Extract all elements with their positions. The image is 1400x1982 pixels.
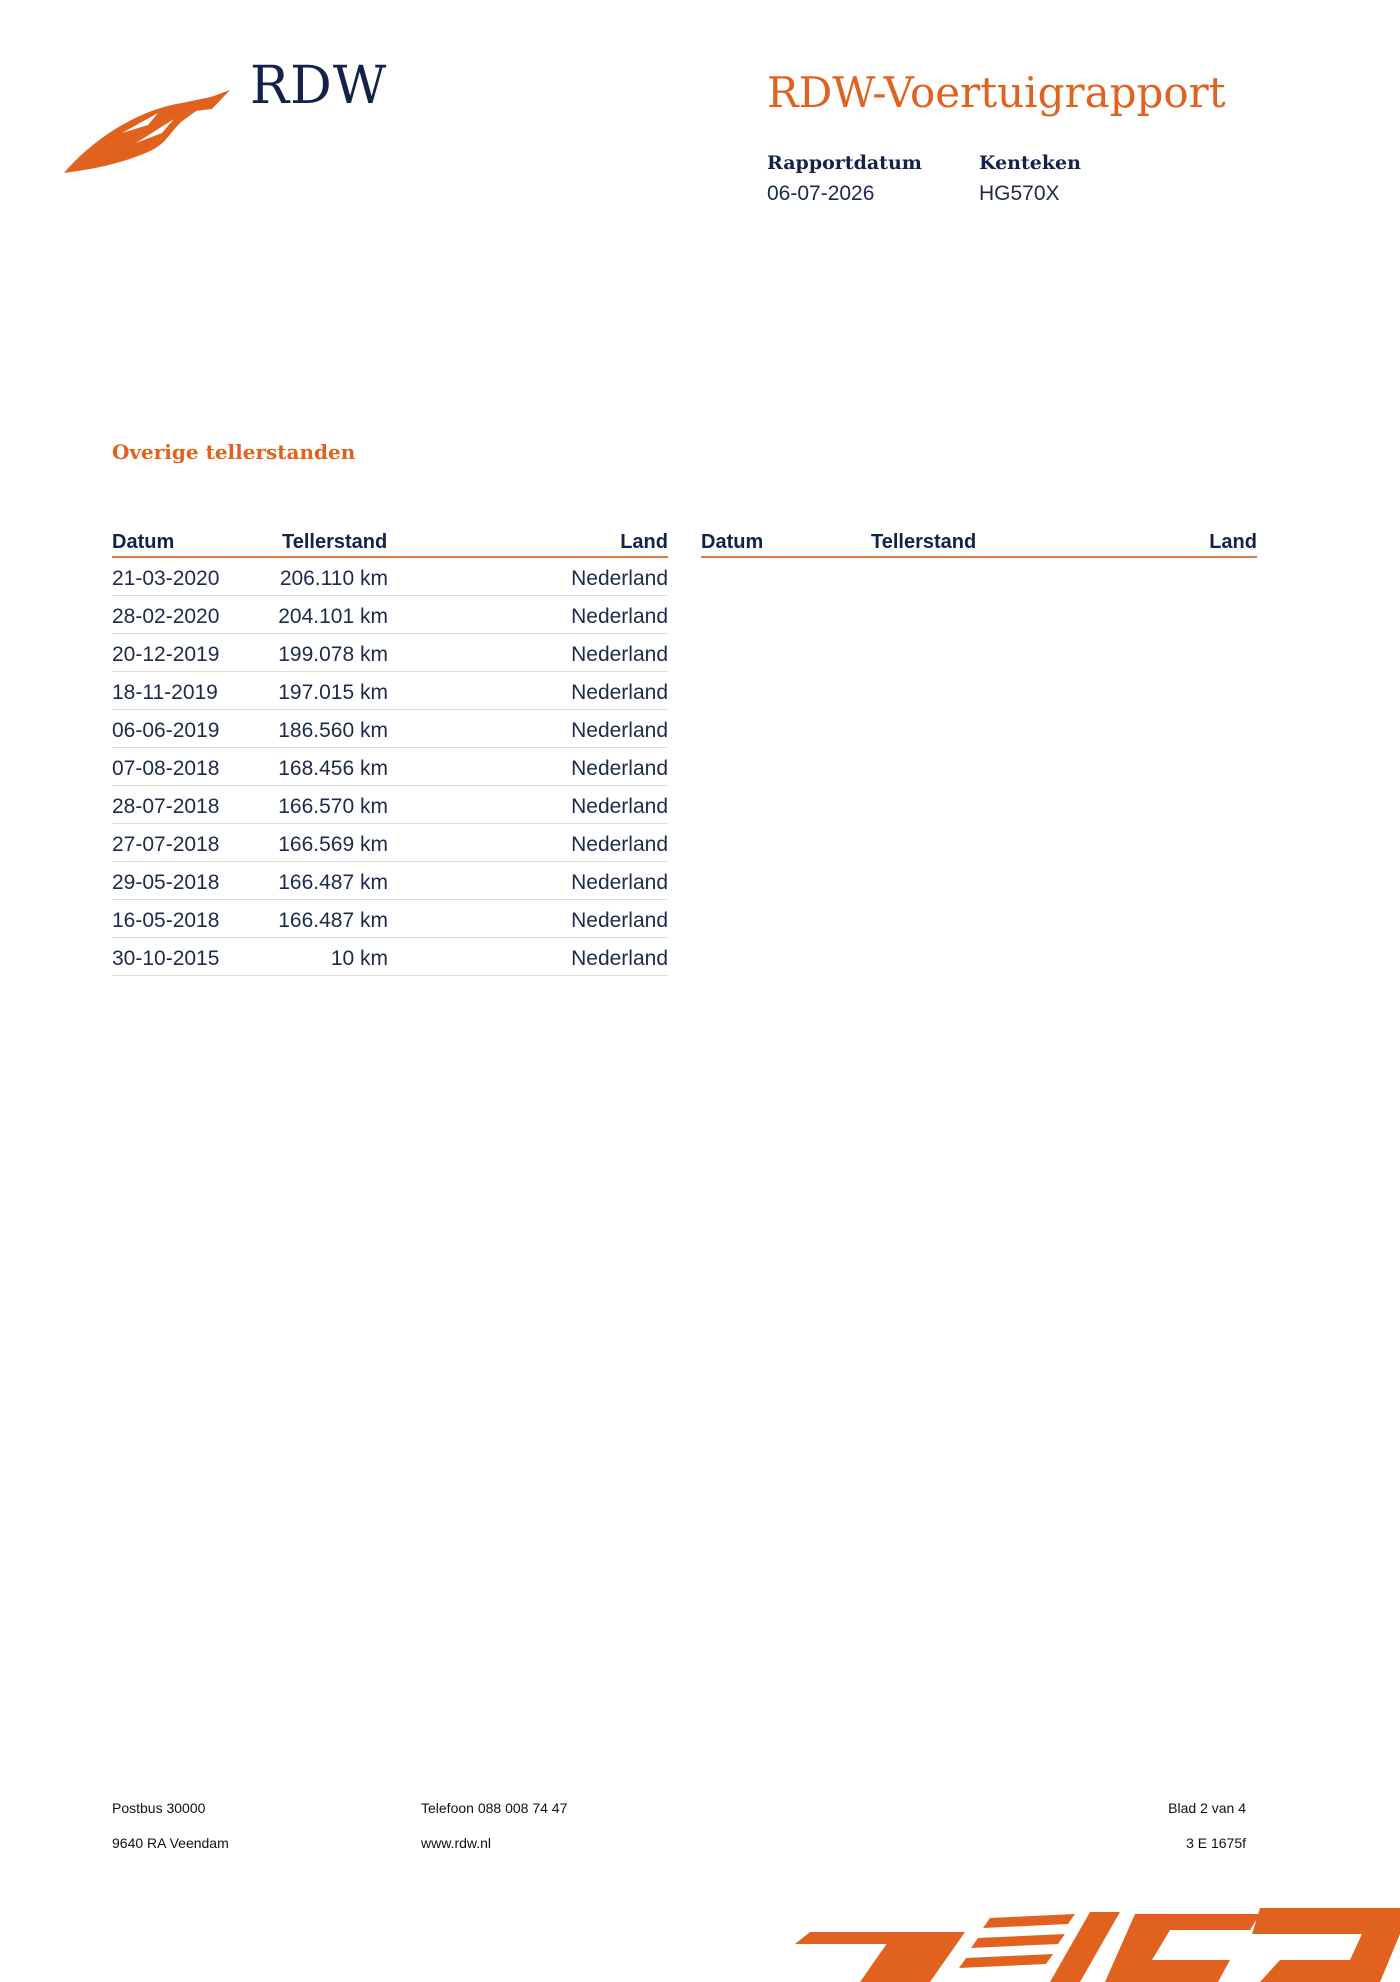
cell-date: 28-07-2018 <box>112 795 220 818</box>
cell-date: 18-11-2019 <box>112 681 218 704</box>
cell-odometer: 168.456 km <box>278 757 388 780</box>
page-title: RDW-Voertuigrapport <box>767 68 1226 117</box>
table-row <box>112 634 668 672</box>
cell-country: Nederland <box>571 833 668 856</box>
footer-address-line2: 9640 RA Veendam <box>112 1835 229 1851</box>
cell-country: Nederland <box>571 719 668 742</box>
table-row <box>112 862 668 900</box>
column-header-odometer: Tellerstand <box>282 531 388 553</box>
column-header-date: Datum <box>112 531 175 553</box>
cell-odometer: 186.560 km <box>278 719 388 742</box>
odometer-table-secondary <box>701 523 1257 558</box>
section-title: Overige tellerstanden <box>112 440 356 464</box>
cell-odometer: 206.110 km <box>279 567 388 590</box>
cell-country: Nederland <box>571 795 668 818</box>
footer-phone: Telefoon 088 008 74 47 <box>421 1800 568 1816</box>
odometer-table <box>112 523 668 976</box>
table-row <box>112 938 668 976</box>
cell-date: 27-07-2018 <box>112 833 220 856</box>
cell-date: 07-08-2018 <box>112 757 220 780</box>
cell-date: 28-02-2020 <box>112 605 220 628</box>
cell-country: Nederland <box>571 757 668 780</box>
rdw-logo-icon <box>62 85 232 175</box>
cell-country: Nederland <box>571 643 668 666</box>
table-row <box>112 596 668 634</box>
cell-country: Nederland <box>571 871 668 894</box>
column-header-date: Datum <box>701 531 764 553</box>
cell-odometer: 10 km <box>330 947 388 970</box>
cell-date: 21-03-2020 <box>112 567 220 590</box>
cell-odometer: 166.570 km <box>278 795 388 818</box>
cell-odometer: 166.487 km <box>278 909 388 932</box>
table-row <box>112 748 668 786</box>
column-header-country: Land <box>620 531 668 553</box>
cell-odometer: 199.078 km <box>278 643 388 666</box>
cell-country: Nederland <box>571 947 668 970</box>
rdw-stripes-icon <box>790 1900 1400 1982</box>
cell-date: 06-06-2019 <box>112 719 220 742</box>
cell-country: Nederland <box>571 605 668 628</box>
table-row <box>112 672 668 710</box>
footer-website: www.rdw.nl <box>421 1835 492 1851</box>
table-row <box>112 558 668 596</box>
plate-label: Kenteken <box>979 152 1081 174</box>
table-row <box>112 900 668 938</box>
cell-odometer: 166.569 km <box>278 833 388 856</box>
cell-country: Nederland <box>571 681 668 704</box>
table-row <box>112 786 668 824</box>
cell-date: 30-10-2015 <box>112 947 220 970</box>
cell-date: 29-05-2018 <box>112 871 220 894</box>
cell-date: 16-05-2018 <box>112 909 220 932</box>
footer-page-number: Blad 2 van 4 <box>1168 1800 1246 1816</box>
cell-country: Nederland <box>571 567 668 590</box>
logo-text: RDW <box>250 56 388 116</box>
column-header-country: Land <box>1209 531 1257 553</box>
footer-address-line1: Postbus 30000 <box>112 1800 206 1816</box>
plate-value: HG570X <box>979 182 1060 205</box>
cell-date: 20-12-2019 <box>112 643 220 666</box>
footer-code: 3 E 1675f <box>1186 1835 1246 1851</box>
column-header-odometer: Tellerstand <box>871 531 977 553</box>
report-date-label: Rapportdatum <box>767 152 922 174</box>
table-header <box>701 523 1257 558</box>
report-date-value: 06-07-2026 <box>767 182 875 205</box>
table-header <box>112 523 668 558</box>
table-body <box>112 558 668 976</box>
cell-odometer: 197.015 km <box>278 681 388 704</box>
table-row <box>112 710 668 748</box>
cell-country: Nederland <box>571 909 668 932</box>
cell-odometer: 166.487 km <box>278 871 388 894</box>
cell-odometer: 204.101 km <box>278 605 388 628</box>
table-row <box>112 824 668 862</box>
